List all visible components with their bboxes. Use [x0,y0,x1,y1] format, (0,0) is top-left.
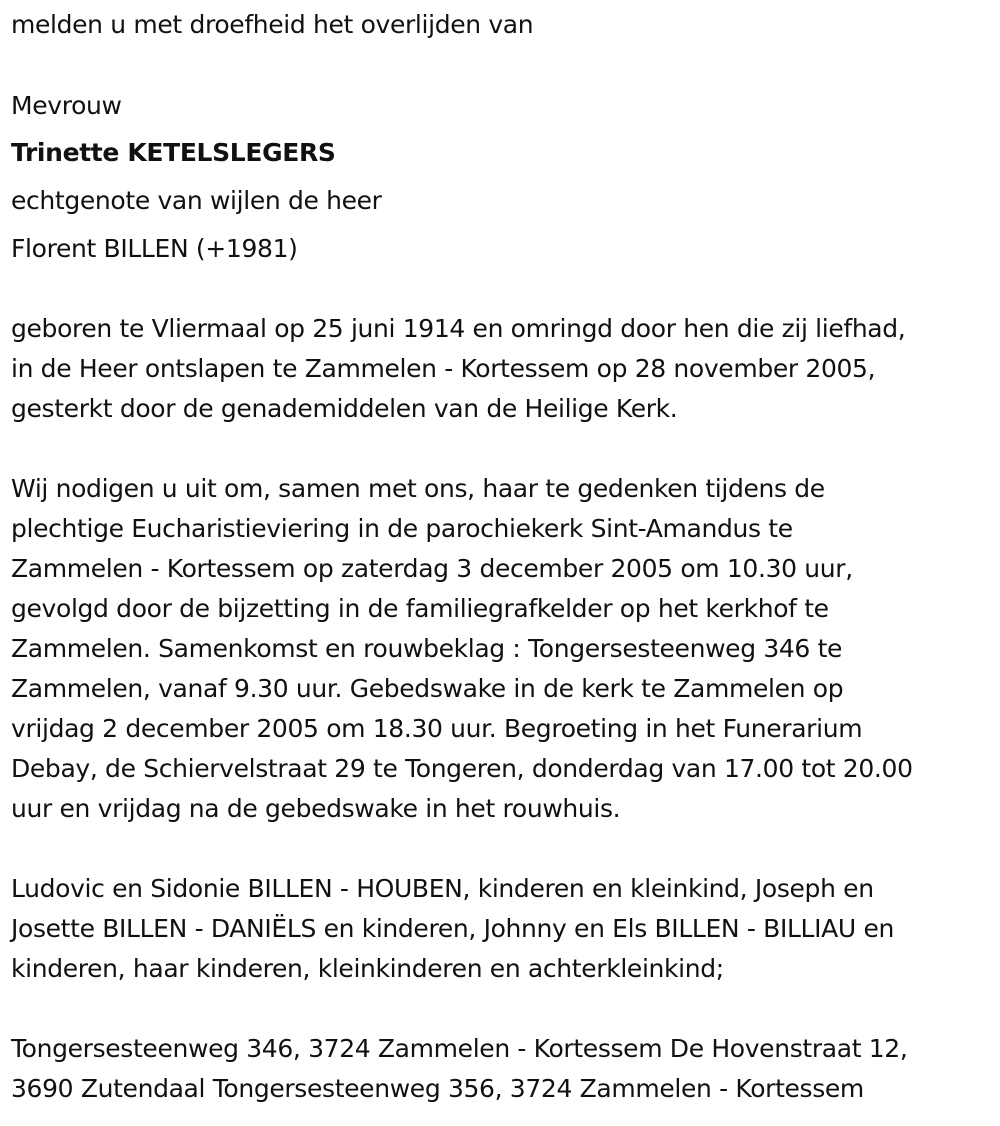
ceremony-line: Zammelen. Samenkomst en rouwbeklag : Tongersesteenweg 346 te [11,634,843,663]
birth-death-line: gesterkt door de genademiddelen van de Heilige Kerk. [11,394,678,423]
ceremony-line: plechtige Eucharistieviering in de parochiekerk Sint-Amandus te [11,514,793,543]
address-line: Tongersesteenweg 346, 3724 Zammelen - Kortessem De Hovenstraat 12, [11,1034,908,1063]
deceased-relation: echtgenote van wijlen de heer [11,186,382,215]
birth-death-line: geboren te Vliermaal op 25 juni 1914 en omringd door hen die zij liefhad, [11,314,906,343]
address-line: 3690 Zutendaal Tongersesteenweg 356, 3724 Zammelen - Kortessem [11,1074,864,1103]
family-line: Josette BILLEN - DANIËLS en kinderen, Johnny en Els BILLEN - BILLIAU en [11,914,894,943]
family-line: kinderen, haar kinderen, kleinkinderen en achterkleinkind; [11,954,724,983]
birth-death-line: in de Heer ontslapen te Zammelen - Kortessem op 28 november 2005, [11,354,876,383]
ceremony-line: Zammelen, vanaf 9.30 uur. Gebedswake in de kerk te Zammelen op [11,674,844,703]
spouse-name: Florent BILLEN (+1981) [11,234,298,263]
ceremony-line: Debay, de Schiervelstraat 29 te Tongeren, donderdag van 17.00 tot 20.00 [11,754,913,783]
deceased-name: Trinette KETELSLEGERS [11,138,336,167]
deceased-title: Mevrouw [11,91,122,120]
ceremony-line: uur en vrijdag na de gebedswake in het rouwhuis. [11,794,621,823]
intro-text: melden u met droefheid het overlijden van [11,10,534,39]
ceremony-line: gevolgd door de bijzetting in de familiegrafkelder op het kerkhof te [11,594,829,623]
ceremony-line: Wij nodigen u uit om, samen met ons, haar te gedenken tijdens de [11,474,825,503]
family-line: Ludovic en Sidonie BILLEN - HOUBEN, kinderen en kleinkind, Joseph en [11,874,874,903]
ceremony-line: Zammelen - Kortessem op zaterdag 3 december 2005 om 10.30 uur, [11,554,853,583]
ceremony-line: vrijdag 2 december 2005 om 18.30 uur. Begroeting in het Funerarium [11,714,863,743]
